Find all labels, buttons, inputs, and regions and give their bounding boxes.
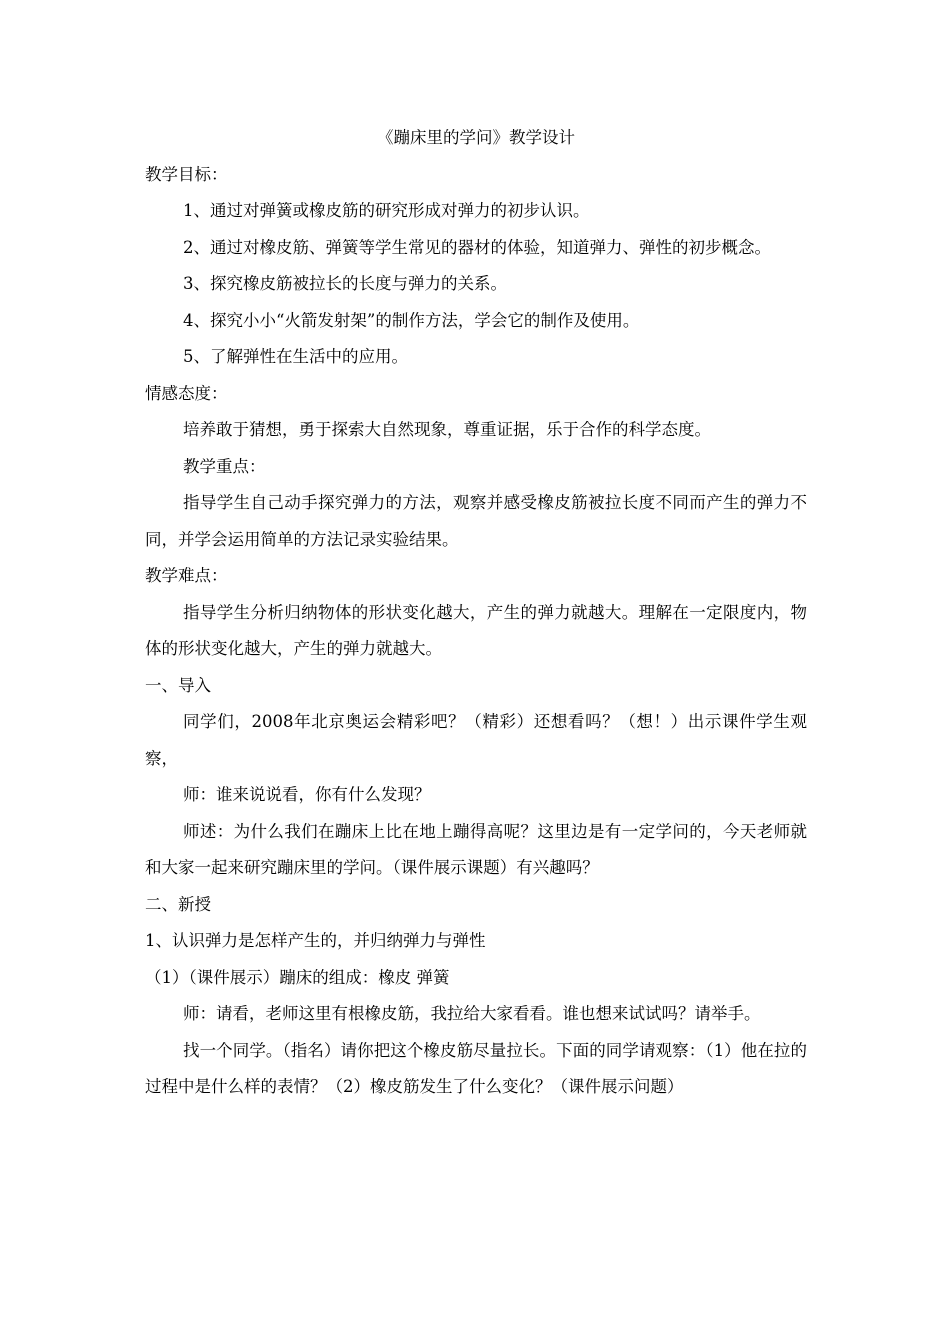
introduction-paragraph-2: 师：谁来说说看，你有什么发现？ xyxy=(183,785,431,804)
difficulties-text: 指导学生分析归纳物体的形状变化越大，产生的弹力就越大。理解在一定限度内，物体的形状变化越大，产生的弹力就越大。 xyxy=(145,602,807,658)
objective-5: 5、了解弹性在生活中的应用。 xyxy=(183,347,408,366)
lesson-paragraph-2: 找一个同学。（指名）请你把这个橡皮筋尽量拉长。下面的同学请观察：（1）他在拉的过程中是什么样的表情？（2）橡皮筋发生了什么变化？（课件展示问题） xyxy=(145,1040,807,1096)
subheading-elasticity: 1、认识弹力是怎样产生的，并归纳弹力与弹性 xyxy=(145,931,486,950)
objective-1: 1、通过对弹簧或橡皮筋的研究形成对弹力的初步认识。 xyxy=(183,201,590,220)
heading-new-lesson: 二、新授 xyxy=(145,894,211,914)
heading-objectives: 教学目标： xyxy=(145,164,228,184)
heading-introduction: 一、导入 xyxy=(145,675,211,695)
objective-4: 4、探究小小“火箭发射架”的制作方法，学会它的制作及使用。 xyxy=(183,310,640,330)
heading-difficulties: 教学难点： xyxy=(145,566,228,585)
document-title: 《蹦床里的学问》教学设计 xyxy=(377,128,575,147)
objective-2: 2、通过对橡皮筋、弹簧等学生常见的器材的体验，知道弹力、弹性的初步概念。 xyxy=(183,237,771,257)
introduction-paragraph-3: 师述：为什么我们在蹦床上比在地上蹦得高呢？这里边是有一定学问的，今天老师就和大家一起来研究蹦床里的学问。（课件展示课题）有兴趣吗？ xyxy=(145,821,807,877)
document-body xyxy=(145,120,807,1106)
heading-key-points: 教学重点： xyxy=(183,456,266,476)
attitude-text: 培养敢于猜想，勇于探索大自然现象，尊重证据，乐于合作的科学态度。 xyxy=(183,420,711,439)
step-trampoline-components: （1）（课件展示）蹦床的组成：橡皮 弹簧 xyxy=(145,967,450,987)
heading-attitude: 情感态度： xyxy=(145,383,228,403)
key-points-text: 指导学生自己动手探究弹力的方法，观察并感受橡皮筋被拉长度不同而产生的弹力不同，并学会运用简单的方法记录实验结果。 xyxy=(145,493,807,549)
lesson-paragraph-1: 师：请看，老师这里有根橡皮筋，我拉给大家看看。谁也想来试试吗？请举手。 xyxy=(183,1004,761,1023)
introduction-paragraph-1: 同学们，2008年北京奥运会精彩吧？（精彩）还想看吗？（想！）出示课件学生观察， xyxy=(145,712,807,768)
objective-3: 3、探究橡皮筋被拉长的长度与弹力的关系。 xyxy=(183,274,507,293)
